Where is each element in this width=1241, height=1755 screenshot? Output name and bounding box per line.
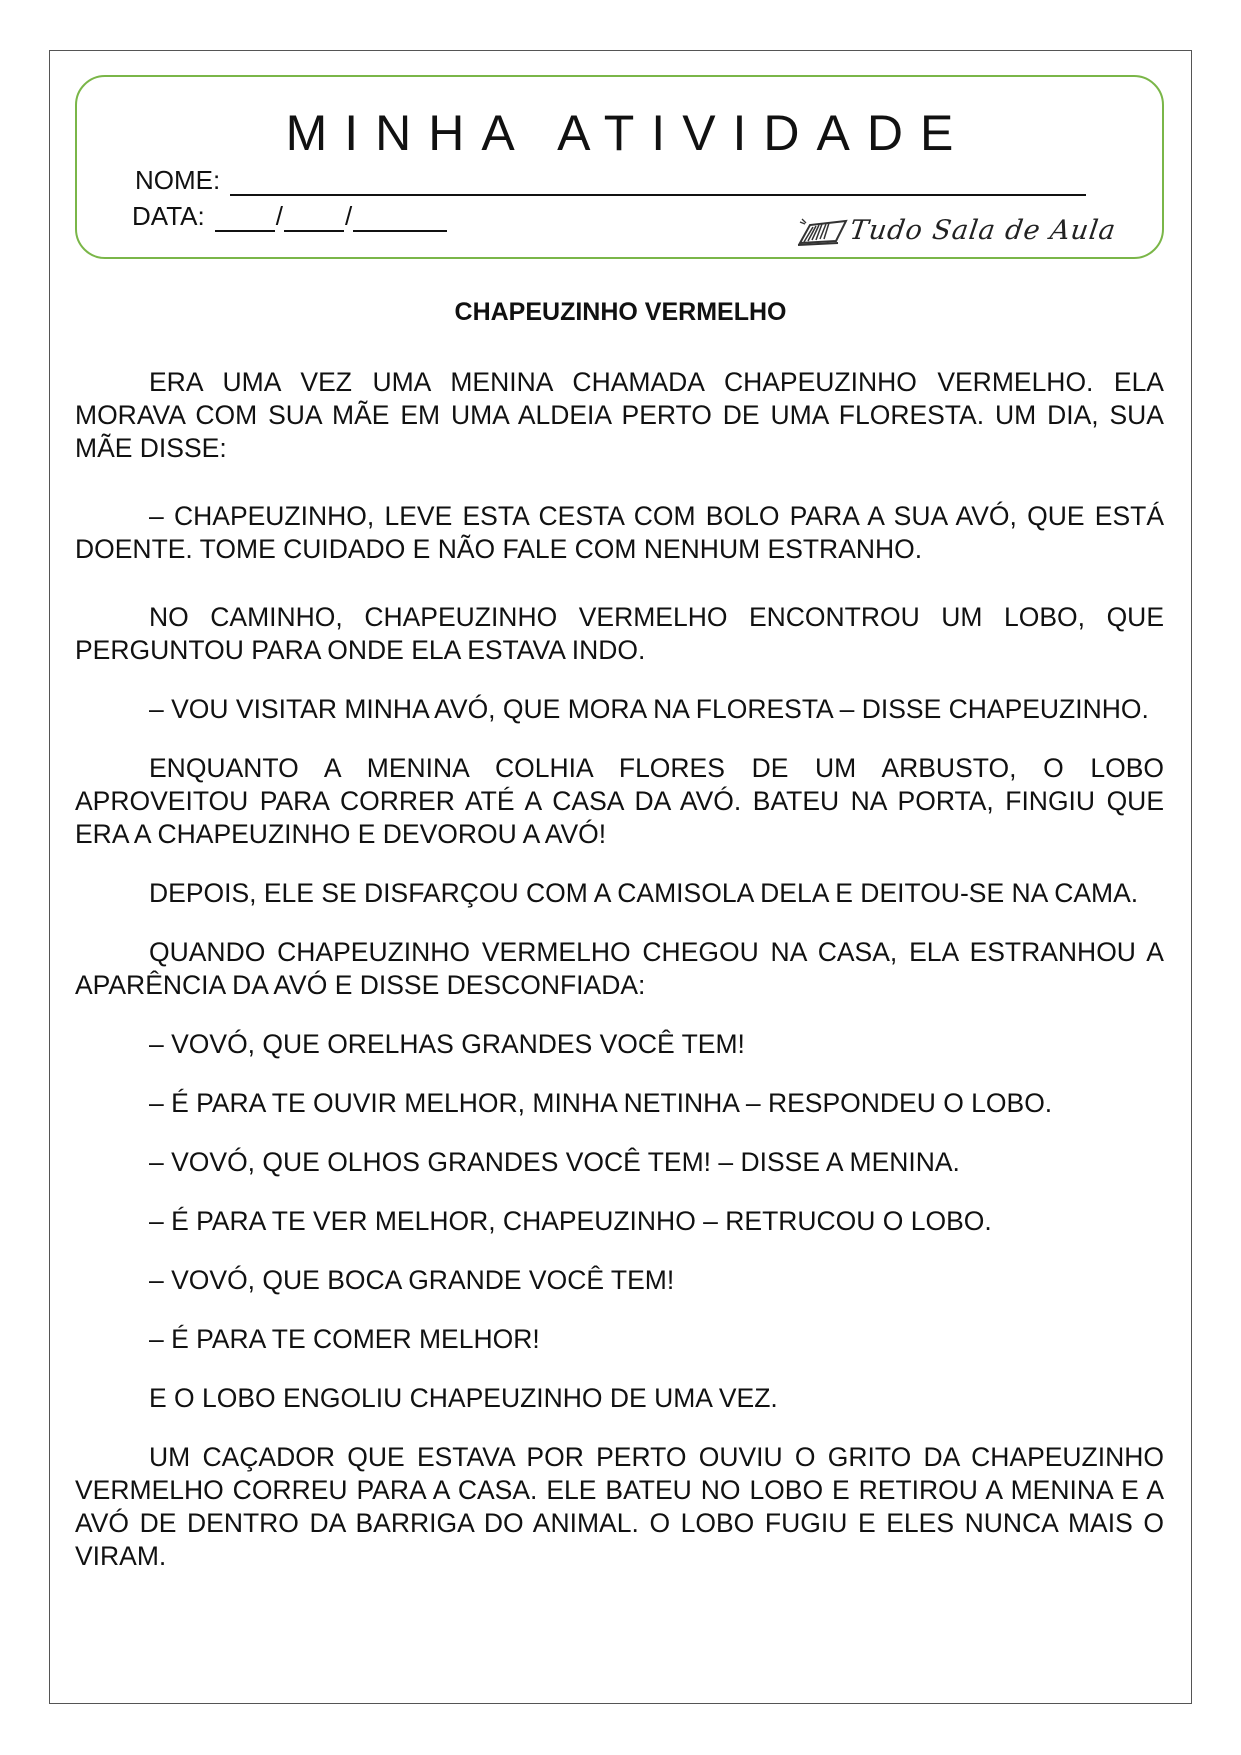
story-paragraph: – É PARA TE OUVIR MELHOR, MINHA NETINHA – RESPONDEU O LOBO. <box>149 1088 1053 1118</box>
story-body <box>75 366 1164 1573</box>
date-day-blank[interactable] <box>215 204 275 232</box>
story-paragraph: – VOU VISITAR MINHA AVÓ, QUE MORA NA FLORESTA – DISSE CHAPEUZINHO. <box>149 694 1149 724</box>
date-month-blank[interactable] <box>284 204 344 232</box>
story-paragraph: – É PARA TE VER MELHOR, CHAPEUZINHO – RETRUCOU O LOBO. <box>149 1206 992 1236</box>
name-blank-line[interactable] <box>230 168 1086 196</box>
date-label: DATA: <box>132 201 205 231</box>
name-label: NOME: <box>135 165 221 195</box>
story-paragraph: ERA UMA VEZ UMA MENINA CHAMADA CHAPEUZINHO VERMELHO. ELA MORAVA COM SUA MÃE EM UMA ALDEIA PERTO DE UMA FLORESTA. UM DIA, SUA MÃE DISSE: <box>75 367 1164 463</box>
brand-logo <box>796 213 1119 247</box>
date-year-blank[interactable] <box>353 204 447 232</box>
story-paragraph: UM CAÇADOR QUE ESTAVA POR PERTO OUVIU O GRITO DA CHAPEUZINHO VERMELHO CORREU PARA A CASA. ELE BATEU NO LOBO E RETIROU A MENINA E A AVÓ DE DENTRO DA BARRIGA DO ANIMAL. O LOBO FUGIU E ELES NUNCA MAIS O VIRAM. <box>75 1442 1164 1571</box>
story-paragraph: ENQUANTO A MENINA COLHIA FLORES DE UM ARBUSTO, O LOBO APROVEITOU PARA CORRER ATÉ A CASA DA AVÓ. BATEU NA PORTA, FINGIU QUE ERA A CHAPEUZINHO E DEVOROU A AVÓ! <box>75 753 1164 849</box>
date-separator: / <box>344 201 353 231</box>
story-paragraph: – CHAPEUZINHO, LEVE ESTA CESTA COM BOLO PARA A SUA AVÓ, QUE ESTÁ DOENTE. TOME CUIDADO E NÃO FALE COM NENHUM ESTRANHO. <box>75 501 1164 564</box>
header-title: MINHA ATIVIDADE <box>285 105 971 161</box>
story-paragraph: – VOVÓ, QUE OLHOS GRANDES VOCÊ TEM! – DISSE A MENINA. <box>149 1147 960 1177</box>
story-paragraph: – VOVÓ, QUE ORELHAS GRANDES VOCÊ TEM! <box>149 1029 745 1059</box>
story-paragraph: NO CAMINHO, CHAPEUZINHO VERMELHO ENCONTROU UM LOBO, QUE PERGUNTOU PARA ONDE ELA ESTAVA INDO. <box>75 602 1164 665</box>
date-separator: / <box>275 201 283 231</box>
story-paragraph: – VOVÓ, QUE BOCA GRANDE VOCÊ TEM! <box>149 1265 675 1295</box>
logo-text: Tudo Sala de Aula <box>847 214 1119 246</box>
story-paragraph: – É PARA TE COMER MELHOR! <box>149 1324 540 1354</box>
story-title: CHAPEUZINHO VERMELHO <box>454 298 787 326</box>
name-field <box>135 165 1086 196</box>
story-paragraph: E O LOBO ENGOLIU CHAPEUZINHO DE UMA VEZ. <box>149 1383 778 1413</box>
activity-header <box>75 75 1164 259</box>
date-field <box>132 201 447 232</box>
book-icon <box>796 213 850 247</box>
story-paragraph: DEPOIS, ELE SE DISFARÇOU COM A CAMISOLA DELA E DEITOU-SE NA CAMA. <box>149 878 1139 908</box>
story-paragraph: QUANDO CHAPEUZINHO VERMELHO CHEGOU NA CASA, ELA ESTRANHOU A APARÊNCIA DA AVÓ E DISSE DESCONFIADA: <box>75 937 1164 1000</box>
